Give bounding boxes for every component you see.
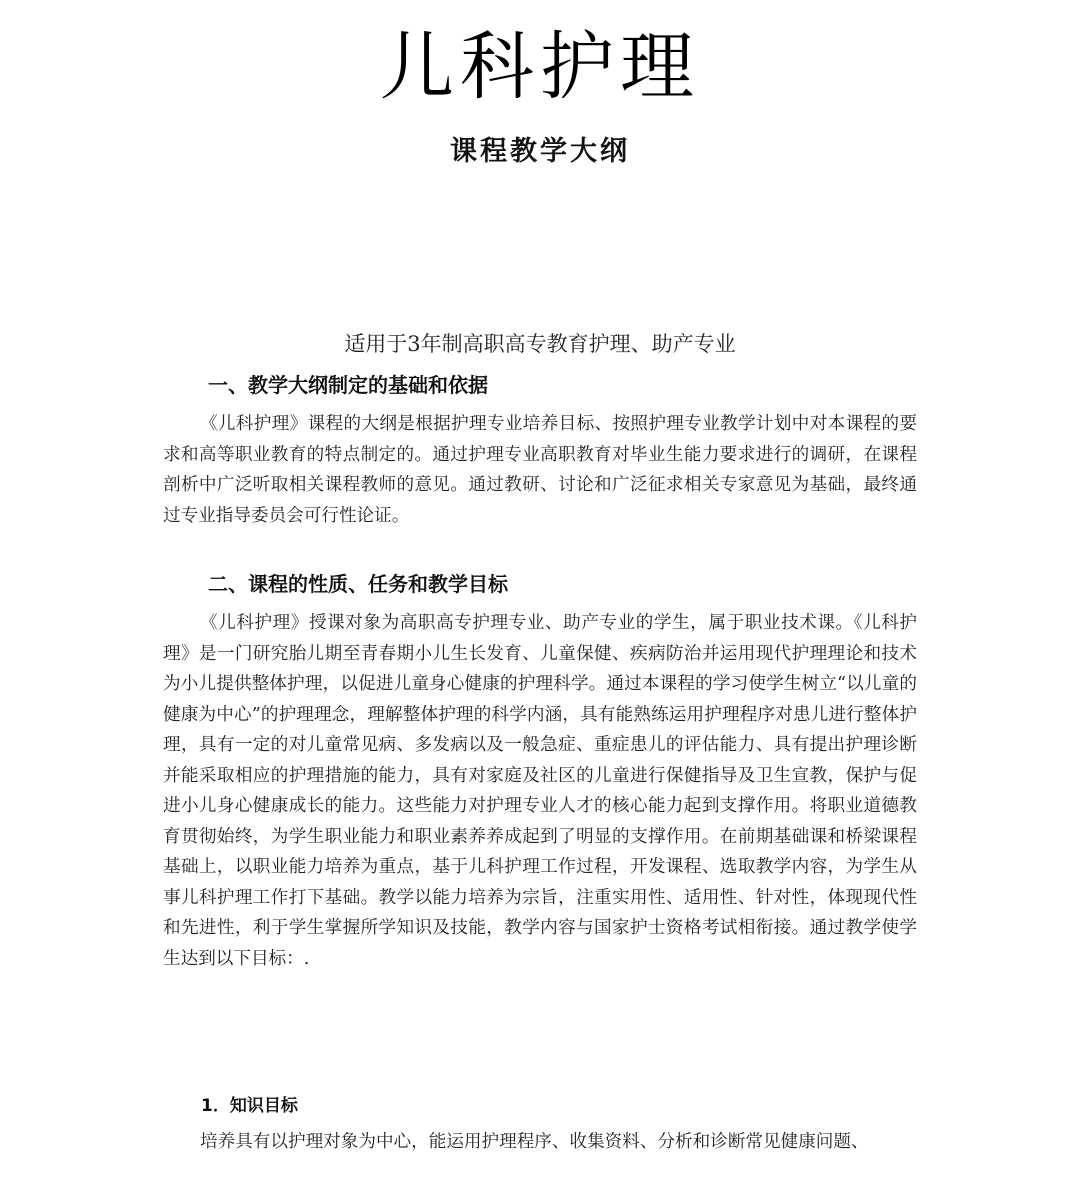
section-heading-nature: 二、课程的性质、任务和教学目标	[208, 572, 508, 596]
document-title: 儿科护理	[380, 24, 700, 110]
section-paragraph-nature: 《儿科护理》授课对象为高职高专护理专业、助产专业的学生，属于职业技术课。《儿科护理》是一门研究胎儿期至青春期小儿生长发育、儿童保健、疾病防治并运用现代护理理论和技术为小儿提供整体护理，以促进儿童身心健康的护理科学。通过本课程的学习使学生树立“以儿童的健康为中心”的护理理念，理解整体护理的科学内涵，具有能熟练运用护理程序对患儿进行整体护理，具有一定的对儿童常见病、多发病以及一般急症、重症患儿的评估能力、具有提出护理诊断并能采取相应的护理措施的能力，具有对家庭及社区的儿童进行保健指导及卫生宣教，保护与促进小儿身心健康成长的能力。这些能力对护理专业人才的核心能力起到支撑作用。将职业道德教育贯彻始终，为学生职业能力和职业素养养成起到了明显的支撑作用。在前期基础课和桥梁课程基础上，以职业能力培养为重点，基于儿科护理工作过程，开发课程、选取教学内容，为学生从事儿科护理工作打下基础。教学以能力培养为宗旨，注重实用性、适用性、针对性，体现现代性和先进性，利于学生掌握所学知识及技能，教学内容与国家护士资格考试相衔接。通过教学使学生达到以下目标：.	[163, 613, 917, 969]
section-heading-basis: 一、教学大纲制定的基础和依据	[208, 373, 488, 397]
subsection-paragraph-knowledge: 培养具有以护理对象为中心，能运用护理程序、收集资料、分析和诊断常见健康问题、	[200, 1132, 869, 1152]
subsection-heading-knowledge: 1．知识目标	[201, 1096, 298, 1116]
document-subtitle: 课程教学大纲	[450, 136, 630, 167]
applicable-scope: 适用于3年制高职高专教育护理、助产专业	[344, 332, 736, 356]
section-paragraph-basis: 《儿科护理》课程的大纲是根据护理专业培养目标、按照护理专业教学计划中对本课程的要求和高等职业教育的特点制定的。通过护理专业高职教育对毕业生能力要求进行的调研，在课程剖析中广泛听取相关课程教师的意见。通过教研、讨论和广泛征求相关专家意见为基础，最终通过专业指导委员会可行性论证。	[163, 414, 917, 526]
